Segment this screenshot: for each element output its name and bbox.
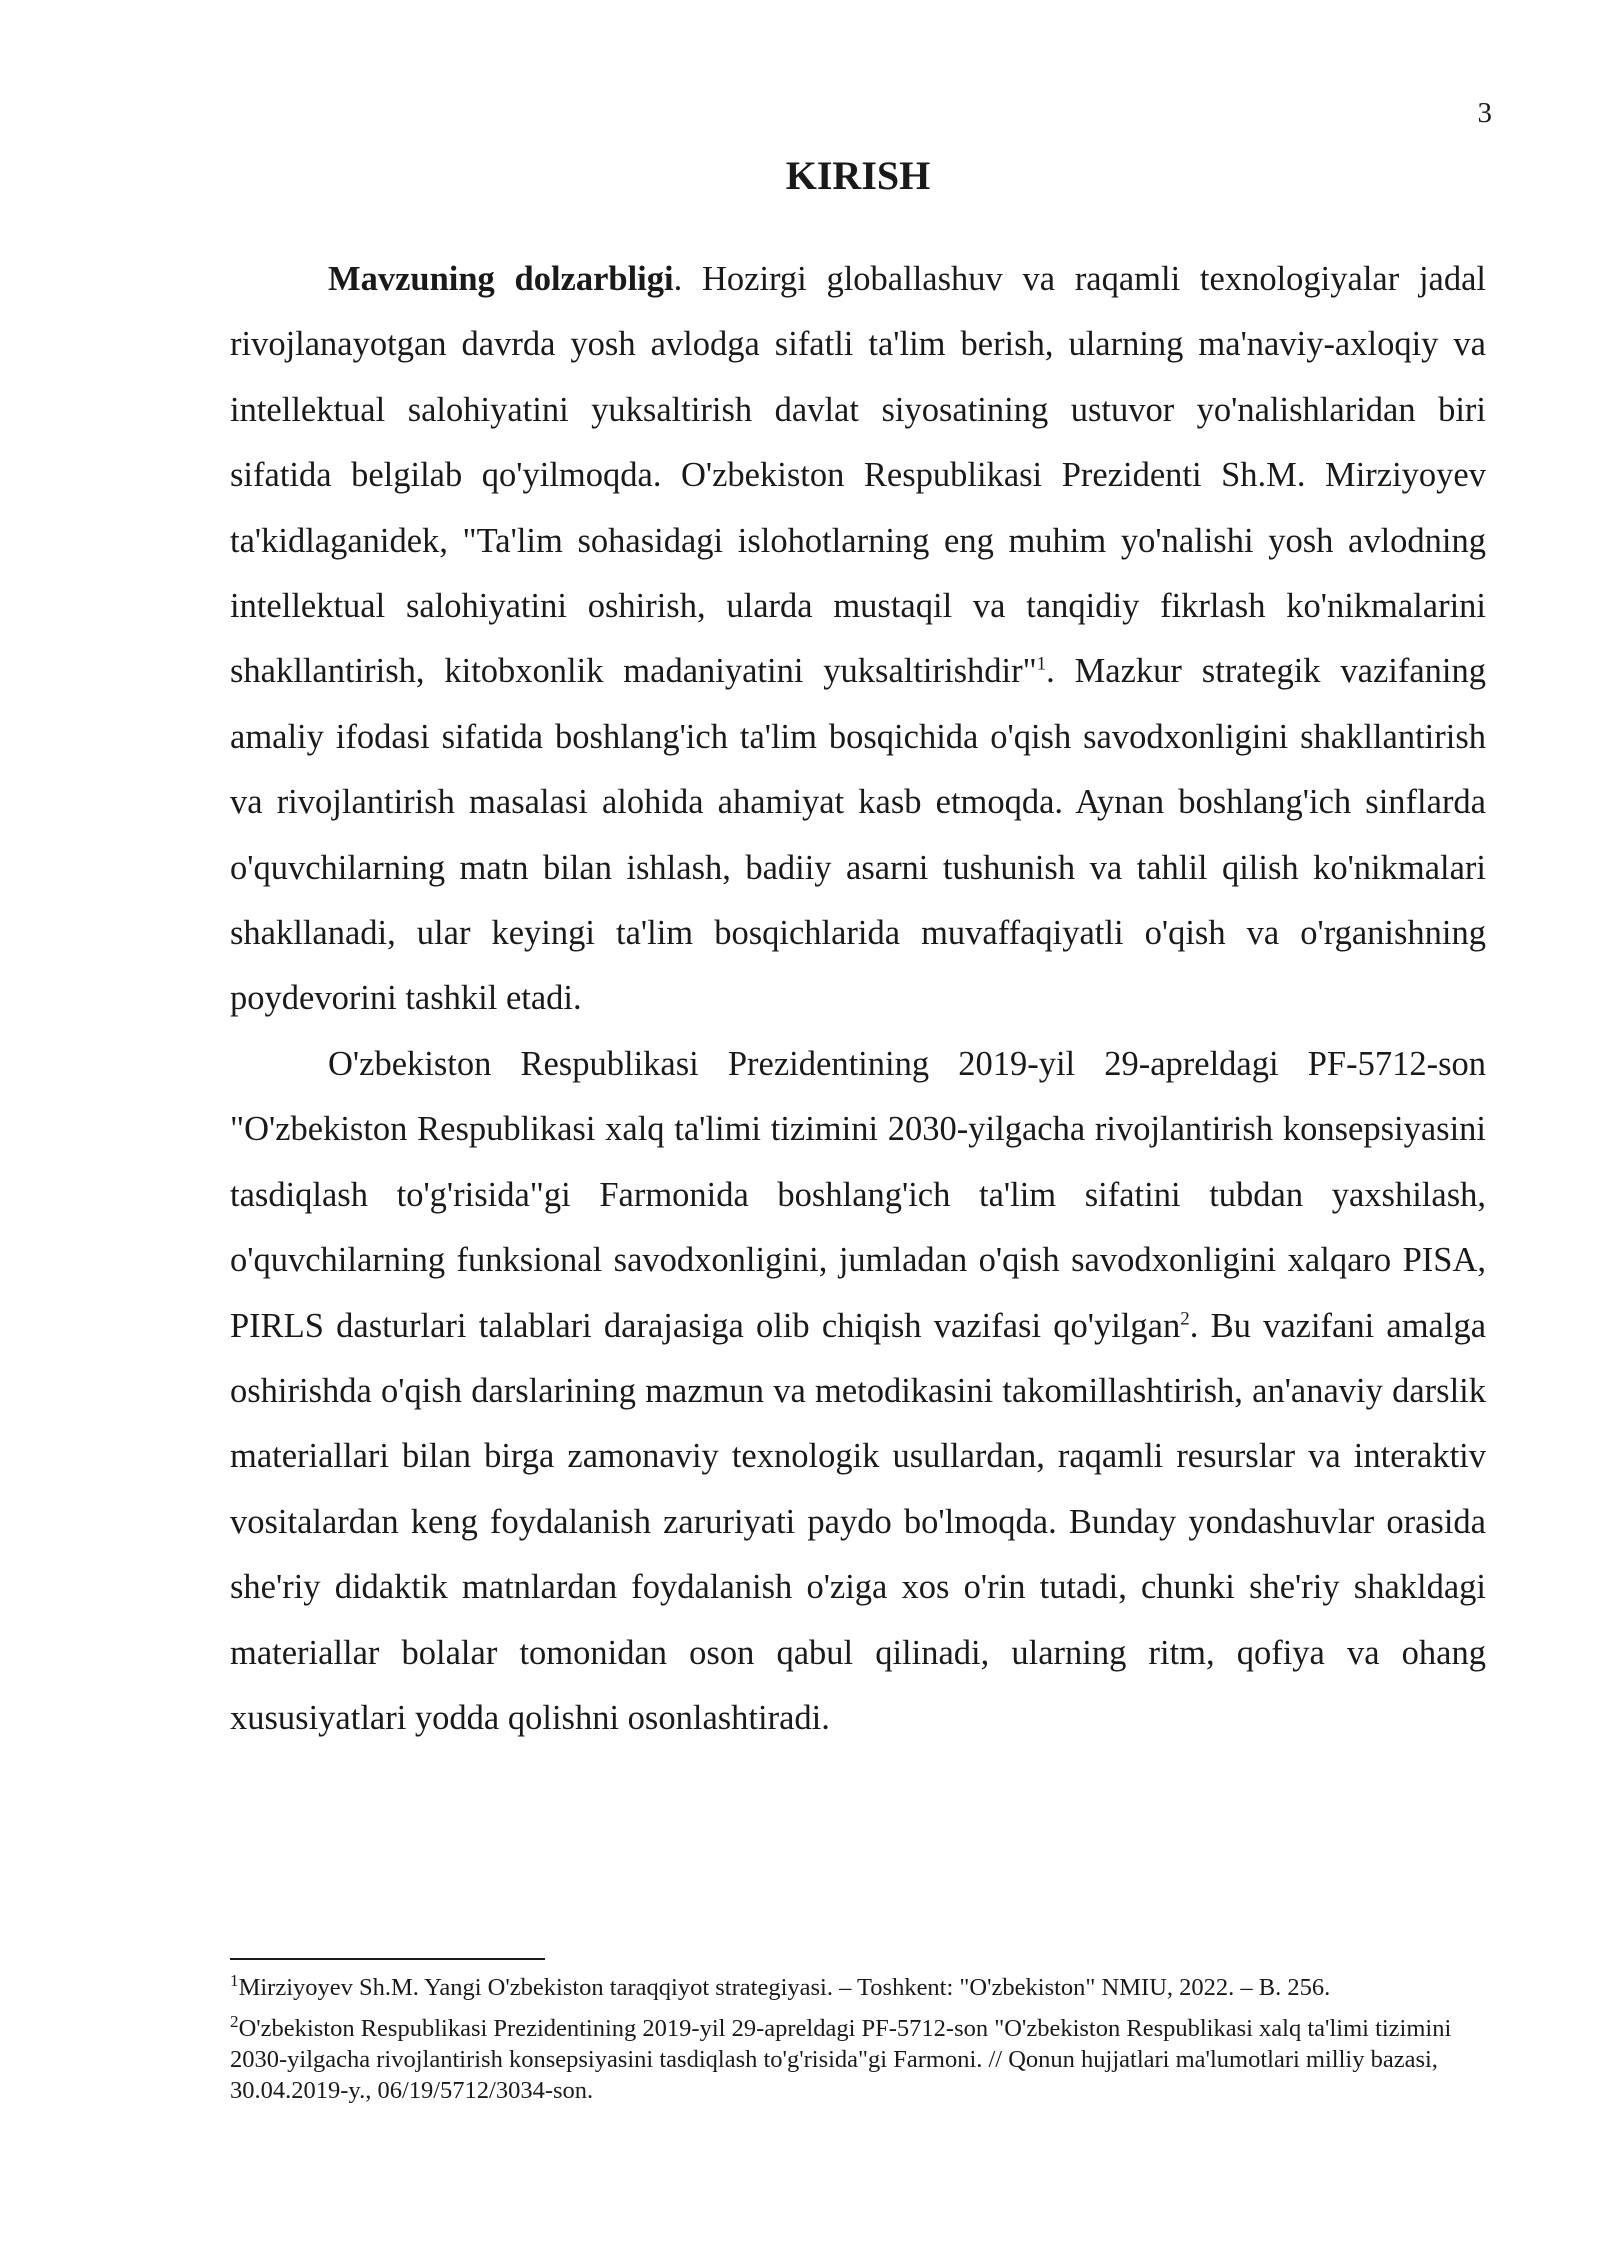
paragraph-lead-heading: Mavzuning dolzarbligi xyxy=(328,260,674,298)
footnote-mark: 2 xyxy=(230,2011,239,2031)
footnote-text: Mirziyoyev Sh.M. Yangi O'zbekiston taraqqiyot strategiyasi. – Toshkent: "O'zbekiston" NMIU, 2022. – B. 256. xyxy=(238,1974,1331,2001)
paragraph-text: . Hozirgi globallashuv va raqamli texnologiyalar jadal rivojlanayotgan davrda yosh avlodga sifatli ta'lim berish, ularning ma'naviy-axloqiy va intellektual salohiyatini yuksaltirish davlat siyosatining ustuvor yo'nalishlaridan biri sifatida belgilab qo'yilmoqda. O'zbekiston Respublikasi Prezidenti Sh.M. Mirziyoyev ta'kidlaganidek, "Ta'lim sohasidagi islohotlarning eng muhim yo'nalishi yosh avlodning intellektual salohiyatini oshirish, ularda mustaqil va tanqidiy fikrlash ko'nikmalarini shakllantirish, kitobxonlik madaniyatini yuksaltirishdir" xyxy=(230,260,1486,691)
footnote-item xyxy=(230,1972,1490,2003)
footnote-reference: 2 xyxy=(1180,1308,1190,1329)
paragraph-text: . Bu vazifani amalga oshirishda o'qish darslarining mazmun va metodikasini takomillashtirish, an'anaviy darslik materiallari bilan birga zamonaviy texnologik usullardan, raqamli resurslar va interaktiv vositalardan keng foydalanish zaruriyati paydo bo'lmoqda. Bunday yondashuvlar orasida she'riy didaktik matnlardan foydalanish o'ziga xos o'rin tutadi, chunki she'riy shakldagi materiallar bolalar tomonidan oson qabul qilinadi, ularning ritm, qofiya va ohang xususiyatlari yodda qolishni osonlashtiradi. xyxy=(230,1306,1487,1737)
footnote-item xyxy=(230,2013,1490,2106)
paragraph-text: O'zbekiston Respublikasi Prezidentining 2019-yil 29-apreldagi PF-5712-son "O'zbekiston Respublikasi xalq ta'limi tizimini 2030-yilgacha rivojlantirish konsepsiyasini tasdiqlash to'g'risida"gi Farmonida boshlang'ich ta'lim sifatini tubdan yaxshilash, o'quvchilarning funksional savodxonligini, jumladan o'qish savodxonligini xalqaro PISA, PIRLS dasturlari talablari darajasiga olib chiqish vazifasi qo'yilgan xyxy=(230,1044,1486,1345)
footnotes xyxy=(230,1972,1490,2116)
page-number: 3 xyxy=(1477,97,1492,129)
footnote-text: O'zbekiston Respublikasi Prezidentining 2019-yil 29-apreldagi PF-5712-son "O'zbekiston Respublikasi xalq ta'limi tizimini 2030-yilgacha rivojlantirish konsepsiyasini tasdiqlash to'g'risida"gi Farmoni. // Qonun hujjatlari ma'lumotlari milliy bazasi, 30.04.2019-y., 06/19/5712/3034-son. xyxy=(230,2015,1452,2104)
footnote-mark: 1 xyxy=(230,1970,239,1990)
footnote-separator xyxy=(230,1958,545,1960)
footnote-reference: 1 xyxy=(1036,653,1047,675)
paragraph-decree xyxy=(230,1032,1486,1751)
section-title: KIRISH xyxy=(785,153,931,198)
body-text xyxy=(230,247,1486,1751)
paragraph-relevance xyxy=(230,247,1486,1032)
paragraph-text: . Mazkur strategik vazifaning amaliy ifodasi sifatida boshlang'ich ta'lim bosqichida o'qish savodxonligini shakllantirish va rivojlantirish masalasi alohida ahamiyat kasb etmoqda. Aynan boshlang'ich sinflarda o'quvchilarning matn bilan ishlash, badiiy asarni tushunish va tahlil qilish ko'nikmalari shakllanadi, ular keyingi ta'lim bosqichlarida muvaffaqiyatli o'qish va o'rganishning poydevorini tashkil etadi. xyxy=(230,652,1487,1018)
